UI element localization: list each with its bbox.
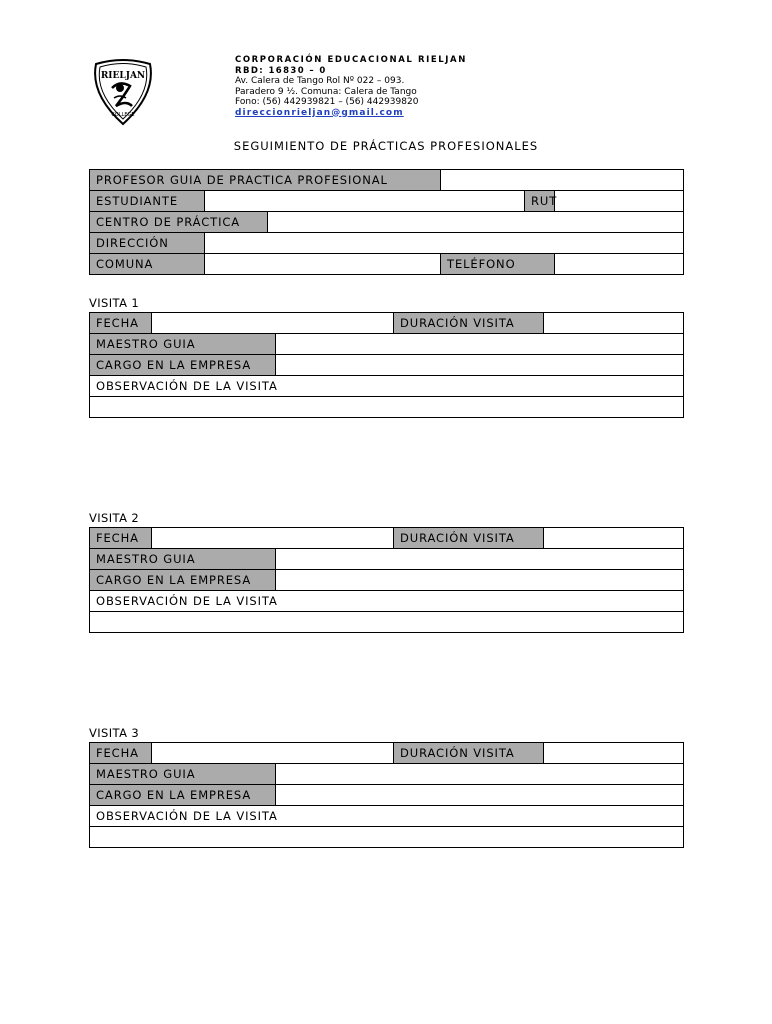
visit-1-observacion-field[interactable] [90, 397, 684, 418]
address-line-1: Av. Calera de Tango Rol Nº 022 – 093. [235, 76, 405, 86]
student-info-table [89, 169, 684, 275]
profesor-row [90, 170, 684, 191]
visit-3-cargo-label: CARGO EN LA EMPRESA [90, 785, 276, 806]
institution-header [235, 55, 467, 118]
visit-2-maestro-label: MAESTRO GUIA [90, 549, 276, 570]
visit-3-duracion-field[interactable] [544, 743, 684, 764]
visit-1-fecha-label: FECHA [90, 313, 152, 334]
telefono-field[interactable] [555, 254, 684, 275]
visit-2-fecha-label: FECHA [90, 528, 152, 549]
logo-bottom-text: COLLEGE [111, 112, 135, 118]
visit-2-duracion-label: DURACIÓN VISITA [394, 528, 544, 549]
comuna-label: COMUNA [90, 254, 205, 275]
centro-field[interactable] [268, 212, 684, 233]
visit-3-observacion-label: OBSERVACIÓN DE LA VISITA [90, 806, 684, 827]
document-title: SEGUIMIENTO DE PRÁCTICAS PROFESIONALES [233, 139, 539, 153]
telefono-label: TELÉFONO [441, 254, 555, 275]
visit-3-table [89, 742, 684, 848]
comuna-field[interactable] [205, 254, 441, 275]
school-crest-logo [90, 56, 156, 126]
visit-2-cargo-field[interactable] [276, 570, 684, 591]
visit-2-duracion-field[interactable] [544, 528, 684, 549]
phone-line: Fono: (56) 442939821 – (56) 442939820 [235, 97, 419, 107]
email-link[interactable]: direccionrieljan@gmail.com [235, 107, 404, 118]
profesor-field[interactable] [441, 170, 684, 191]
visit-1-title: VISITA 1 [89, 296, 140, 310]
visit-1-cargo-field[interactable] [276, 355, 684, 376]
corporation-name: CORPORACIÓN EDUCACIONAL RIELJAN [235, 55, 467, 65]
visit-2-maestro-field[interactable] [276, 549, 684, 570]
comuna-row [90, 254, 684, 275]
visit-1-fecha-field[interactable] [152, 313, 394, 334]
visit-2-observacion-label: OBSERVACIÓN DE LA VISITA [90, 591, 684, 612]
visit-1-maestro-label: MAESTRO GUIA [90, 334, 276, 355]
visit-3-duracion-label: DURACIÓN VISITA [394, 743, 544, 764]
visit-3-maestro-label: MAESTRO GUIA [90, 764, 276, 785]
visit-3-fecha-field[interactable] [152, 743, 394, 764]
centro-row [90, 212, 684, 233]
visit-2-fecha-field[interactable] [152, 528, 394, 549]
rut-label: RUT [525, 191, 555, 212]
rut-field[interactable] [555, 191, 684, 212]
visit-1-duracion-field[interactable] [544, 313, 684, 334]
visit-1-duracion-label: DURACIÓN VISITA [394, 313, 544, 334]
visit-3-fecha-label: FECHA [90, 743, 152, 764]
estudiante-row [90, 191, 684, 212]
profesor-label: PROFESOR GUIA DE PRACTICA PROFESIONAL [90, 170, 441, 191]
visit-2-observacion-field[interactable] [90, 612, 684, 633]
visit-3-maestro-field[interactable] [276, 764, 684, 785]
logo-top-text: RIELJAN [100, 71, 146, 81]
centro-label: CENTRO DE PRÁCTICA [90, 212, 268, 233]
visit-3-title: VISITA 3 [89, 726, 140, 740]
visit-3-cargo-field[interactable] [276, 785, 684, 806]
visit-2-cargo-label: CARGO EN LA EMPRESA [90, 570, 276, 591]
direccion-row [90, 233, 684, 254]
visit-1-table [89, 312, 684, 418]
visit-2-title: VISITA 2 [89, 511, 140, 525]
visit-3-observacion-field[interactable] [90, 827, 684, 848]
estudiante-field[interactable] [205, 191, 525, 212]
address-line-2: Paradero 9 ½. Comuna: Calera de Tango [235, 86, 417, 97]
visit-1-observacion-label: OBSERVACIÓN DE LA VISITA [90, 376, 684, 397]
rbd-number: RBD: 16830 – 0 [235, 65, 327, 76]
visit-1-maestro-field[interactable] [276, 334, 684, 355]
estudiante-label: ESTUDIANTE [90, 191, 205, 212]
visit-2-table [89, 527, 684, 633]
direccion-label: DIRECCIÓN [90, 233, 205, 254]
direccion-field[interactable] [205, 233, 684, 254]
visit-1-cargo-label: CARGO EN LA EMPRESA [90, 355, 276, 376]
